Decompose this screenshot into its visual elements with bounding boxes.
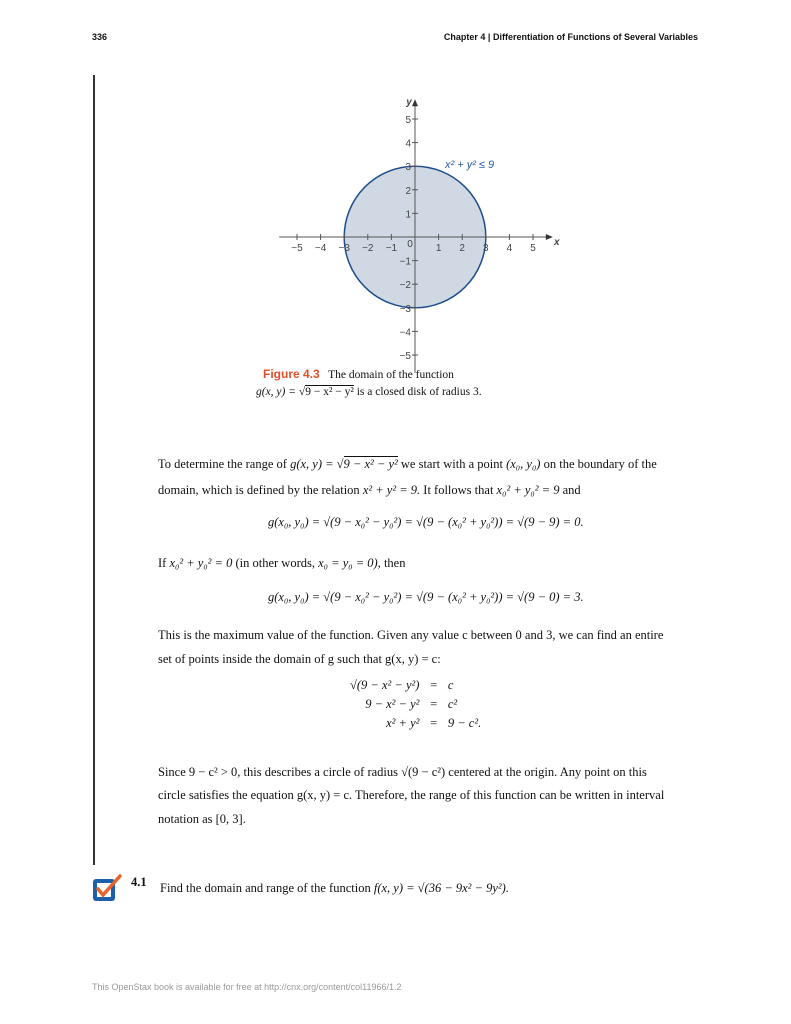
paragraph-line: Since 9 − c² > 0, this describes a circle of radius √(9 − c²) centered at the origin. Any point on this [158, 765, 647, 779]
equation: g(x₀, y₀) = √(9 − x₀² − y₀²) = √(9 − (x₀² + y₀²)) = √(9 − 9) = 0. [268, 515, 584, 529]
figure-caption-line2: g(x, y) = √9 − x² − y² is a closed disk of radius 3. [256, 386, 482, 398]
paragraph-line: This is the maximum value of the function. Given any value c between 0 and 3, we can find an entire [158, 628, 664, 642]
paragraph-line: notation as [0, 3]. [158, 812, 246, 826]
paragraph-line: circle satisfies the equation g(x, y) = c. Therefore, the range of this function can be written in interval [158, 788, 665, 802]
origin-label: 0 [407, 239, 413, 250]
paragraph-line: To determine the range of g(x, y) = √9 − x² − y² we start with a point (x₀, y₀) on the boundary of the [158, 457, 657, 471]
y-arrow-icon [412, 99, 418, 106]
equation-system: √(9 − x² − y²) = c 9 − x² − y² = c² x² + y² = 9 − c². [350, 678, 482, 730]
x-tick-label: 3 [483, 243, 489, 254]
caption-func: g(x, y) = [256, 386, 299, 398]
page-number: 336 [92, 32, 108, 42]
y-tick-label: 3 [405, 162, 411, 174]
exercise-number: 4.1 [131, 875, 147, 889]
figure-label: Figure 4.3 [263, 367, 320, 381]
y-tick-label: 5 [405, 115, 411, 126]
y-tick-label: 2 [405, 185, 411, 197]
x-tick-label: −1 [385, 243, 398, 254]
footer: This OpenStax book is available for free at http://cnx.org/content/col11966/1.2 [92, 982, 402, 992]
chapter-header: Chapter 4 | Differentiation of Functions of Several Variables [443, 32, 698, 42]
x-tick-label: 4 [506, 243, 513, 254]
paragraph-line: domain, which is defined by the relation x² + y² = 9. It follows that x₀² + y₀² = 9 and [158, 483, 581, 497]
checkmark-exercise-icon [92, 874, 122, 902]
caption-rest: is a closed disk of radius 3. [353, 386, 482, 398]
x-axis-label: x [554, 237, 560, 248]
x-tick-label: −3 [338, 243, 350, 254]
figure-domain-plot [270, 97, 560, 370]
y-tick-label: −1 [399, 256, 411, 268]
x-tick-label: −5 [291, 243, 303, 254]
y-tick-label: −5 [399, 351, 411, 362]
x-tick-label: −4 [314, 243, 327, 254]
figure-caption [263, 367, 454, 381]
x-tick-label: −2 [362, 243, 374, 254]
caption-text: The domain of the function [328, 369, 454, 381]
x-tick-label: 2 [459, 243, 465, 254]
margin-rule [93, 75, 95, 865]
x-tick-label: 1 [435, 243, 442, 254]
region-label: x² + y² ≤ 9 [445, 159, 495, 172]
paragraph-line: set of points inside the domain of g such that g(x, y) = c: [158, 652, 441, 666]
x-tick-label: 5 [530, 243, 536, 254]
x-arrow-icon [546, 234, 553, 240]
paragraph-line: If x₀² + y₀² = 0 (in other words, x₀ = y₀ = 0), then [158, 556, 406, 570]
y-tick-label: −3 [399, 303, 411, 315]
exercise-text: Find the domain and range of the function f(x, y) = √(36 − 9x² − 9y²). [160, 881, 509, 895]
y-tick-label: 4 [405, 138, 411, 150]
y-tick-label: −4 [399, 327, 411, 339]
equation: g(x₀, y₀) = √(9 − x₀² − y₀²) = √(9 − (x₀² + y₀²)) = √(9 − 0) = 3. [268, 590, 584, 604]
y-tick-label: 1 [405, 209, 411, 221]
y-tick-label: −2 [399, 280, 411, 292]
y-axis-label: y [406, 97, 412, 109]
caption-radicand: 9 − x² − y² [305, 386, 354, 398]
